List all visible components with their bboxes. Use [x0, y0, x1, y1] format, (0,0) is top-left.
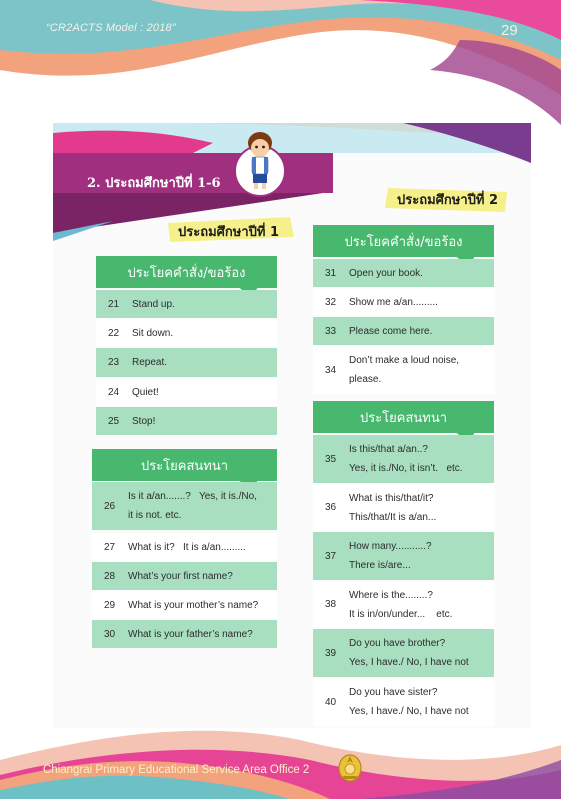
row-number: 36 — [324, 502, 337, 513]
table-row — [313, 317, 494, 345]
row-number: 22 — [107, 327, 120, 339]
row-text: Is this/that a/an..? Yes, it is./No, it isn’t. etc. — [349, 444, 463, 474]
row-text: What is it? It is a/an......... — [128, 541, 246, 553]
row-text: Repeat. — [132, 357, 168, 368]
table-row — [313, 484, 494, 531]
grade2-label: ประถมศึกษาปีที่ 2 — [397, 193, 499, 208]
table-row — [92, 482, 277, 530]
row-text: Do you have sister? Yes, I have./ No, I have not — [349, 687, 469, 717]
row-text: Open your book. — [349, 267, 423, 279]
section-heading-text: ประโยคสนทนา — [140, 458, 229, 474]
student-mascot-icon — [233, 129, 287, 199]
section-heading-text: ประโยคสนทนา — [359, 410, 448, 426]
chapter-title: 2. ประถมศึกษาปีที่ 1-6 — [87, 176, 221, 191]
row-text: Stop! — [132, 415, 156, 427]
table-row — [313, 629, 494, 677]
row-text: How many...........? There is/are... — [349, 541, 432, 571]
grade1-conversation-heading — [92, 449, 277, 481]
row-number: 27 — [103, 541, 116, 553]
row-text: Where is the........? It is in/on/under... etc. — [349, 589, 453, 620]
row-text: Don’t make a loud noise, please. — [349, 355, 460, 385]
row-text: Stand up. — [132, 298, 175, 310]
row-text: Please come here. — [349, 325, 433, 337]
row-text: Sit down. — [132, 327, 174, 339]
row-number: 35 — [324, 453, 337, 465]
grade2-commands-heading — [313, 225, 494, 257]
table-row — [313, 435, 494, 483]
row-text: Do you have brother? Yes, I have./ No, I have not — [349, 638, 469, 668]
row-text: What’s your first name? — [128, 570, 233, 582]
page-number: 29 — [501, 22, 518, 39]
table-row — [313, 581, 494, 628]
row-number: 28 — [103, 570, 116, 582]
row-number: 30 — [103, 628, 116, 640]
row-number: 21 — [107, 298, 120, 310]
row-number: 39 — [324, 647, 337, 659]
grade2-conversation-heading — [313, 401, 494, 433]
table-row — [313, 346, 494, 394]
section-heading-text: ประโยคคำสั่ง/ขอร้อง — [344, 234, 463, 250]
row-number: 37 — [324, 550, 337, 562]
table-row — [92, 533, 277, 561]
table-row — [96, 290, 277, 318]
table-row — [313, 288, 494, 316]
row-number: 25 — [107, 415, 120, 427]
grade1-label: ประถมศึกษาปีที่ 1 — [178, 225, 280, 240]
row-number: 24 — [107, 386, 120, 398]
header-title: “CR2ACTS Model : 2018” — [46, 22, 176, 34]
row-text: Is it a/an.......? Yes, it is./No, it is not. etc. — [128, 491, 257, 521]
row-text: Quiet! — [132, 386, 159, 398]
row-number: 32 — [324, 296, 337, 308]
row-number: 34 — [324, 364, 337, 376]
row-number: 26 — [103, 500, 116, 512]
row-number: 29 — [103, 599, 116, 611]
table-row — [313, 259, 494, 287]
table-row — [313, 532, 494, 580]
row-number: 33 — [324, 325, 337, 337]
table-row — [92, 562, 277, 590]
row-text: Show me a/an......... — [349, 296, 438, 308]
section-heading-text: ประโยคคำสั่ง/ขอร้อง — [127, 265, 246, 281]
footer-office-name: Chiangrai Primary Educational Service Area Office 2 — [43, 764, 310, 776]
row-text: What is your mother’s name? — [128, 599, 259, 611]
row-number: 23 — [107, 357, 120, 368]
table-row — [92, 591, 277, 619]
table-row — [96, 319, 277, 347]
office-seal-icon — [337, 751, 363, 783]
row-text: What is this/that/it? This/that/It is a/an... — [349, 492, 437, 523]
table-row — [313, 678, 494, 726]
row-number: 38 — [324, 599, 337, 610]
row-number: 31 — [324, 267, 337, 279]
table-row — [96, 348, 277, 377]
grade1-commands-heading — [96, 256, 277, 288]
table-row — [96, 378, 277, 406]
table-row — [92, 620, 277, 648]
row-text: What is your father’s name? — [128, 628, 253, 640]
table-row — [96, 407, 277, 435]
row-number: 40 — [324, 696, 337, 708]
